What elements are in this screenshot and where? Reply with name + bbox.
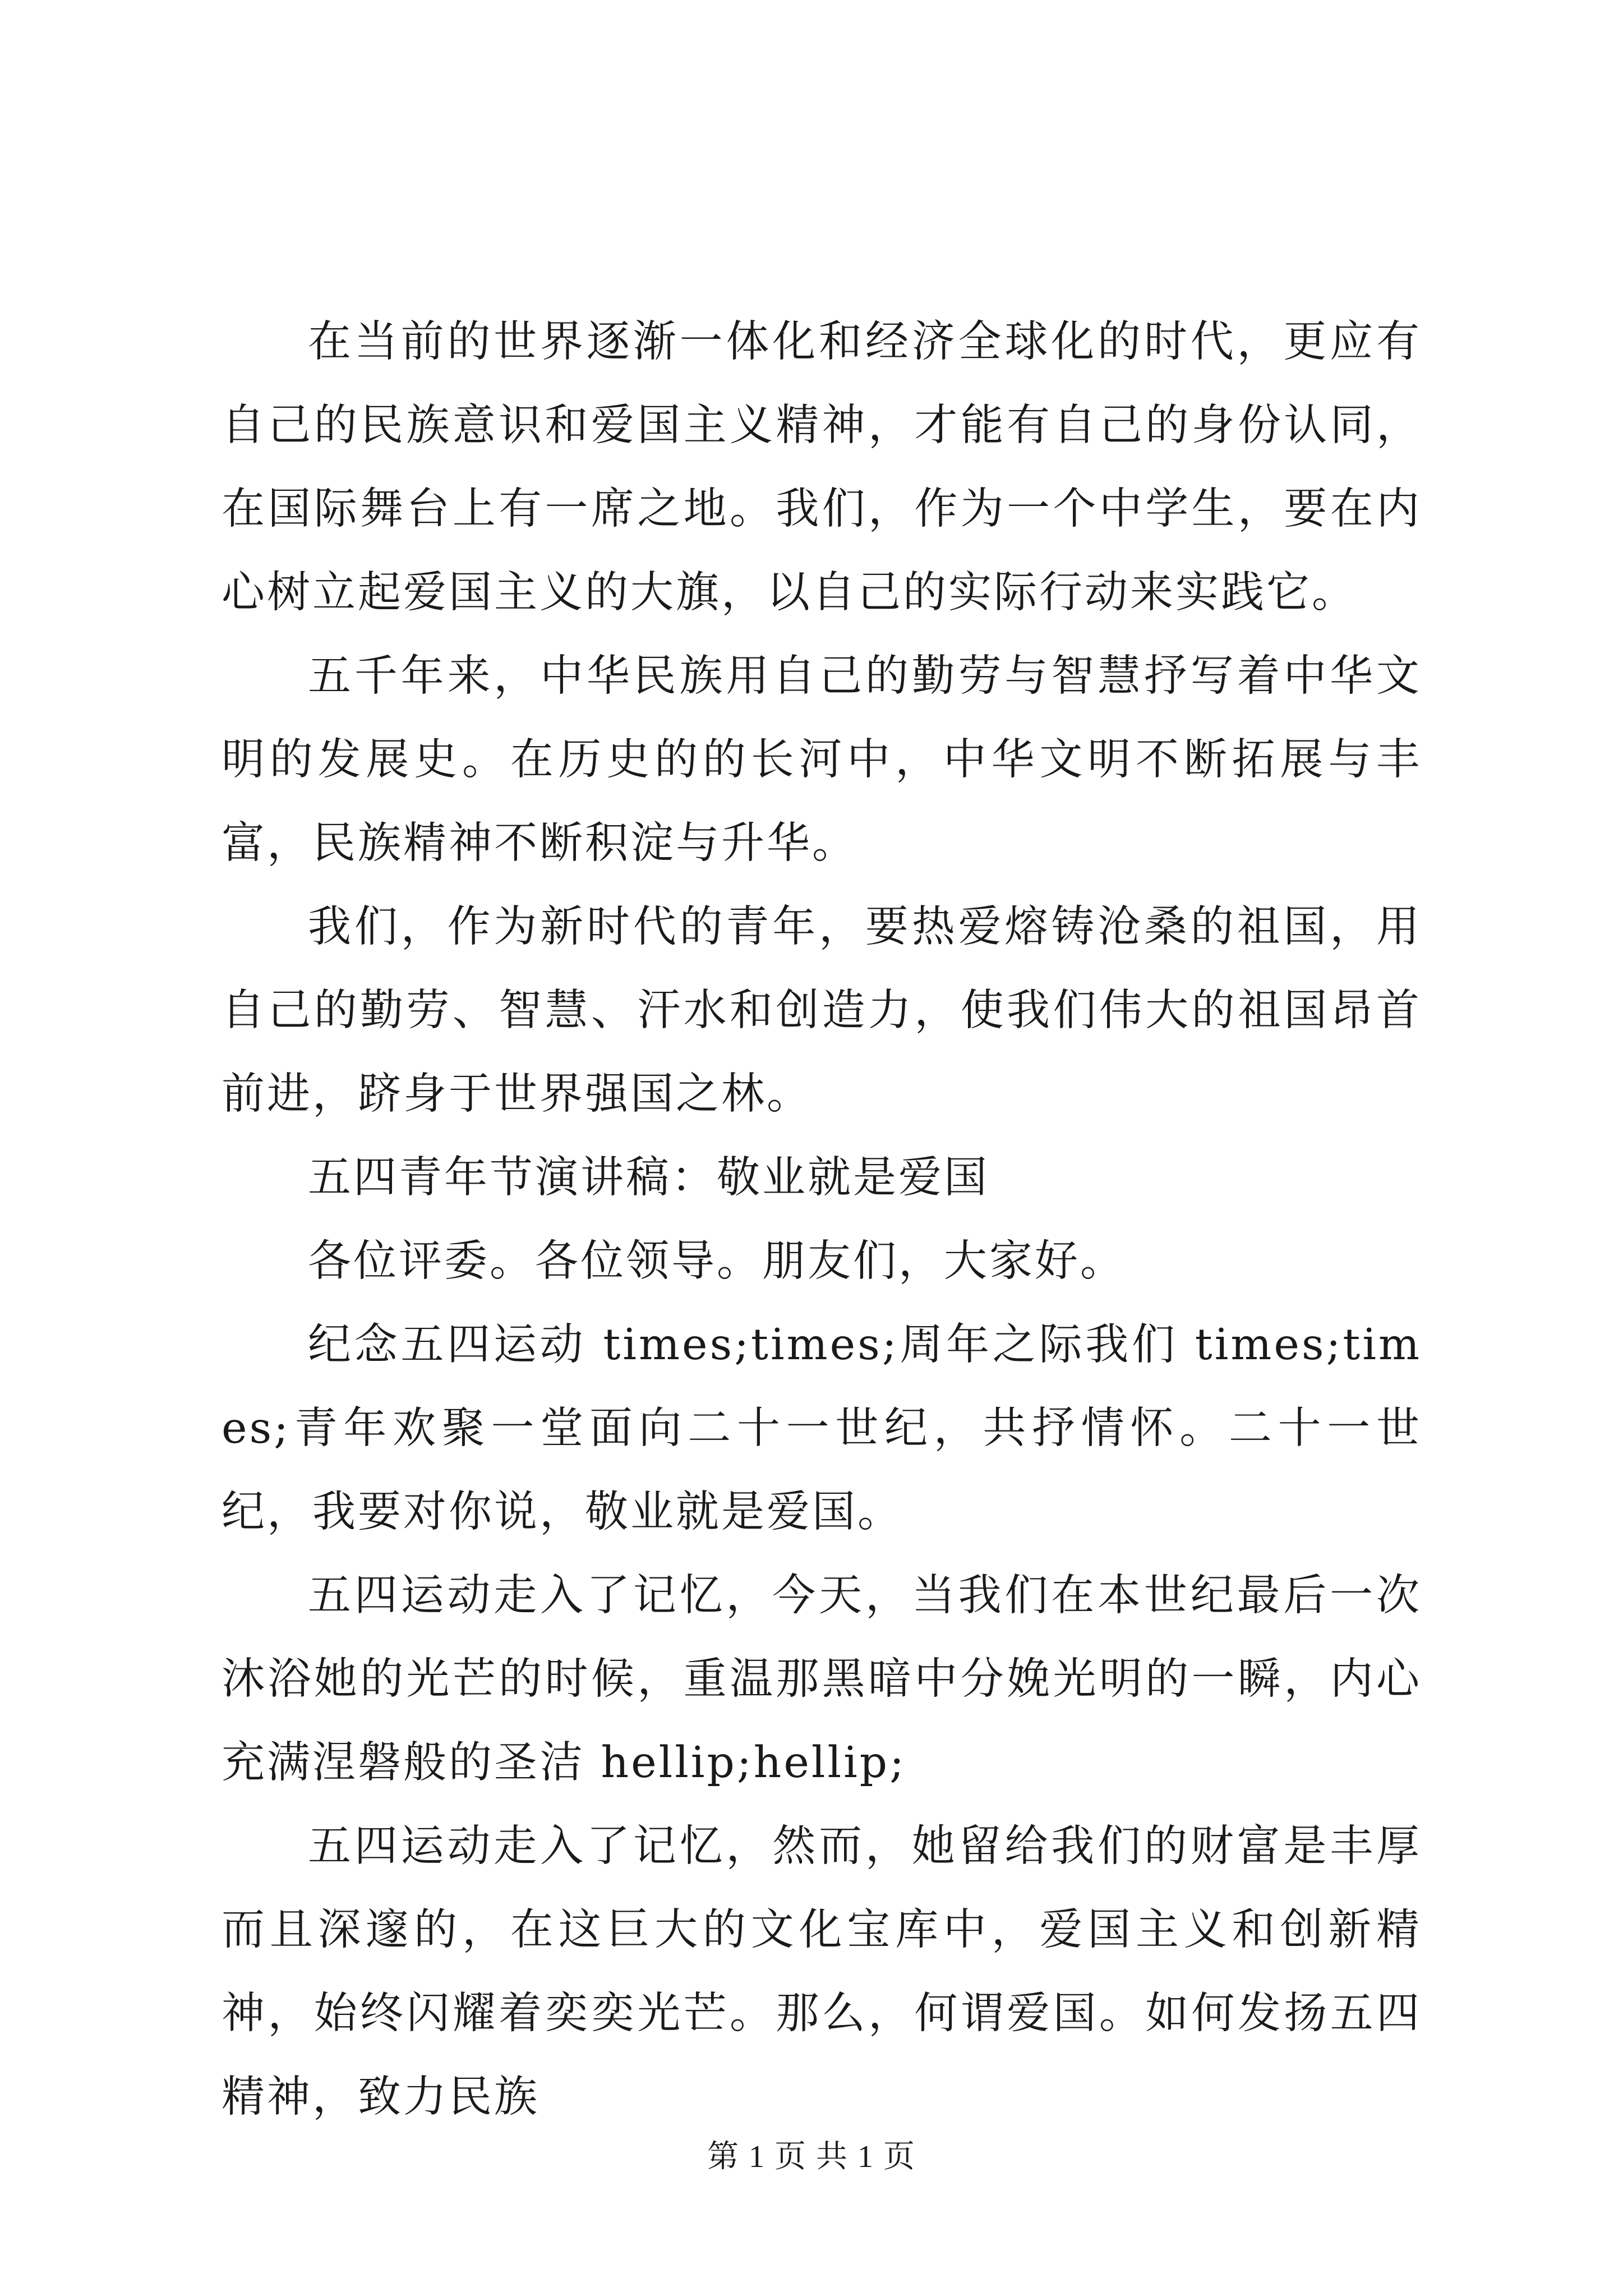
- paragraph: 纪念五四运动 times;times;周年之际我们 times;times;青年欢聚一堂面向二十一世纪，共抒情怀。二十一世纪，我要对你说，敬业就是爱国。: [222, 1320, 1422, 1537]
- paragraph: 五四运动走入了记忆，然而，她留给我们的财富是丰厚而且深邃的，在这巨大的文化宝库中，爱国主义和创新精神，始终闪耀着奕奕光芒。那么，何谓爱国。如何发扬五四精神，致力民族: [222, 1821, 1422, 2122]
- speech-title: 五四青年节演讲稿：敬业就是爱国: [308, 1153, 989, 1203]
- page-number-footer: 第 1 页 共 1 页: [707, 2139, 916, 2174]
- document-body: [222, 300, 1422, 2139]
- paragraph: 五四运动走入了记忆，今天，当我们在本世纪最后一次沐浴她的光芒的时候，重温那黑暗中分娩光明的一瞬，内心充满涅磐般的圣洁 hellip;hellip;: [222, 1571, 1422, 1788]
- paragraph: 在当前的世界逐渐一体化和经济全球化的时代，更应有自己的民族意识和爱国主义精神，才能有自己的身份认同，在国际舞台上有一席之地。我们，作为一个中学生，要在内心树立起爱国主义的大旗，以自己的实际行动来实践它。: [222, 317, 1422, 618]
- paragraph: 五千年来，中华民族用自己的勤劳与智慧抒写着中华文明的发展史。在历史的的长河中，中华文明不断拓展与丰富，民族精神不断积淀与升华。: [222, 651, 1422, 868]
- greeting: 各位评委。各位领导。朋友们，大家好。: [308, 1236, 1126, 1286]
- paragraph: 我们，作为新时代的青年，要热爱熔铸沧桑的祖国，用自己的勤劳、智慧、汗水和创造力，使我们伟大的祖国昂首前进，跻身于世界强国之林。: [222, 902, 1422, 1119]
